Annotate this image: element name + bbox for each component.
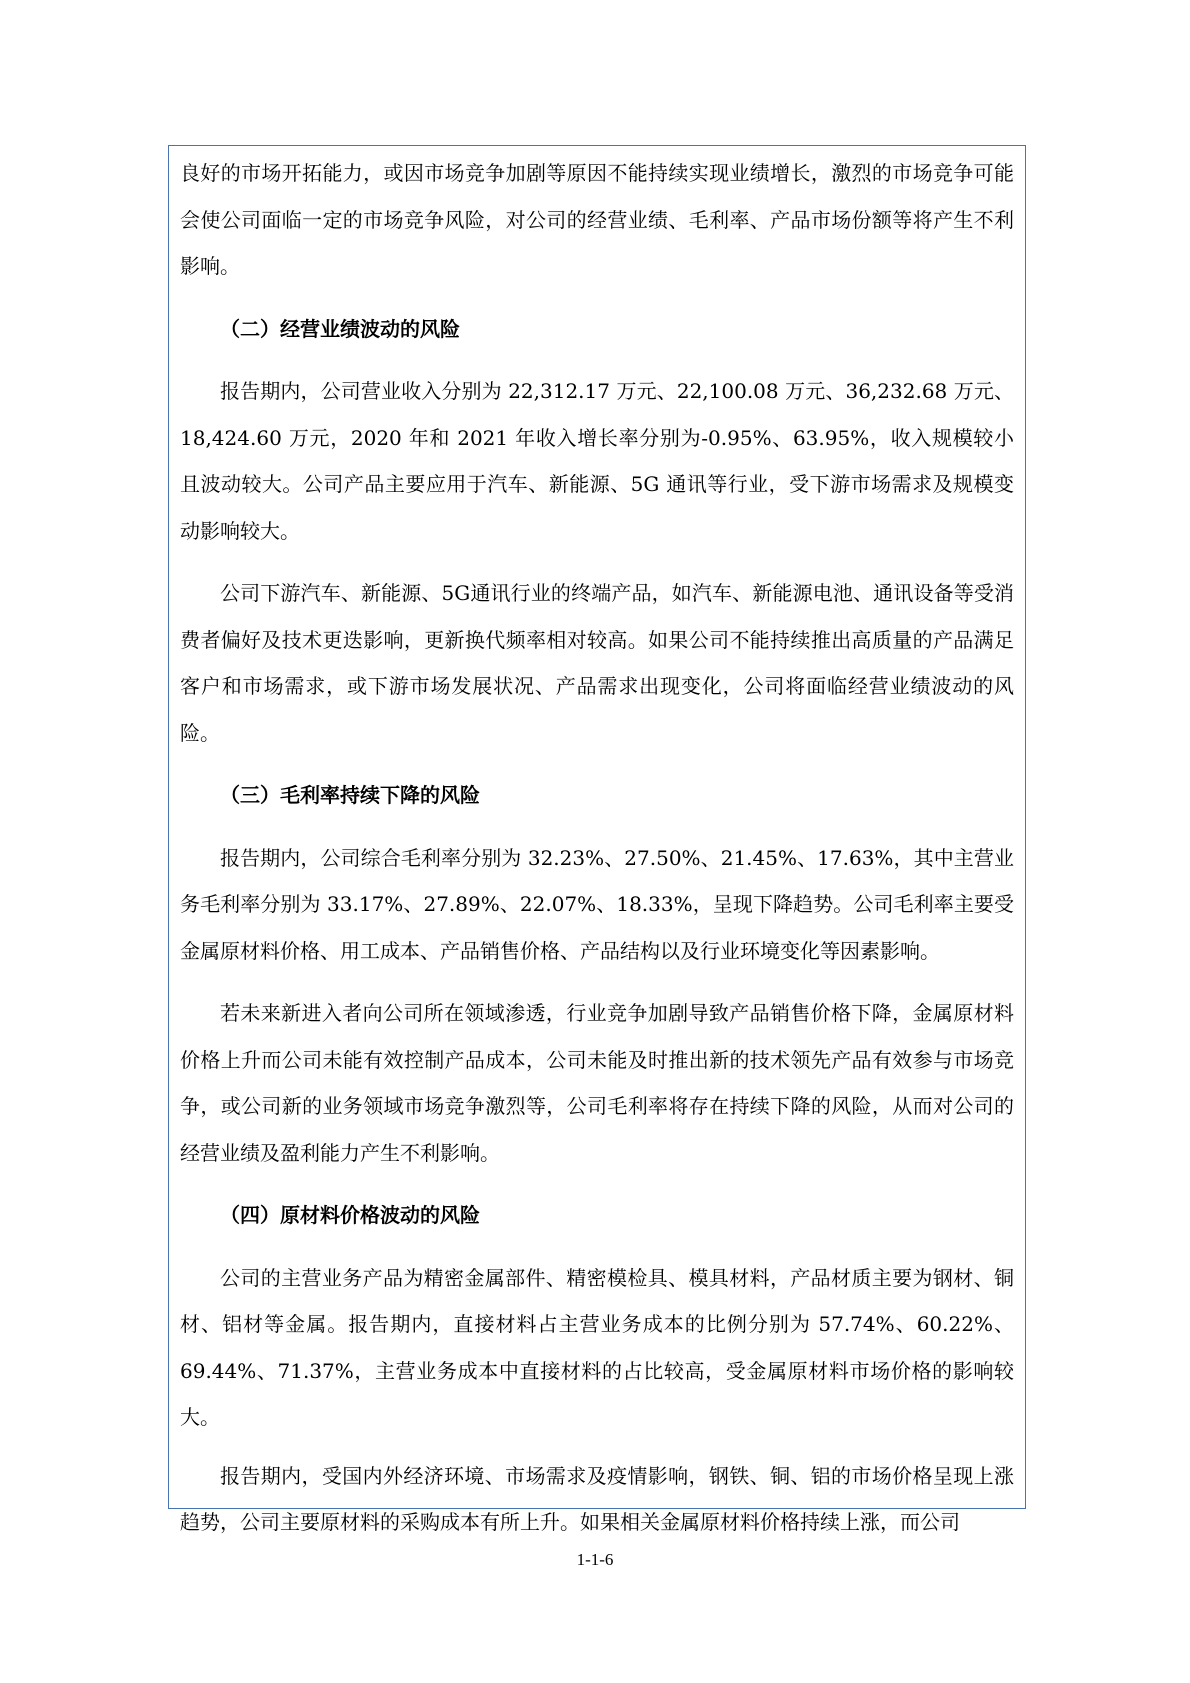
content-frame xyxy=(168,145,1026,1534)
paragraph-raw-material-prices: 报告期内，受国内外经济环境、市场需求及疫情影响，钢铁、铜、铝的市场价格呈现上涨趋势，公司主要原材料的采购成本有所上升。如果相关金属原材料价格持续上涨，而公司 xyxy=(180,1463,1014,1534)
paragraph-gross-margin: 报告期内，公司综合毛利率分别为 32.23%、27.50%、21.45%、17.63%，其中主营业务毛利率分别为 33.17%、27.89%、22.07%、18.33%，呈现下降趋势。公司毛利率主要受金属原材料价格、用工成本、产品销售价格、产品结构以及行业环境变化等因素影响。 xyxy=(180,845,1014,963)
paragraph-market-competition-continued: 良好的市场开拓能力，或因市场竞争加剧等原因不能持续实现业绩增长，激烈的市场竞争可能会使公司面临一定的市场竞争风险，对公司的经营业绩、毛利率、产品市场份额等将产生不利影响。 xyxy=(180,161,1014,278)
paragraph-downstream-industry: 公司下游汽车、新能源、5G通讯行业的终端产品，如汽车、新能源电池、通讯设备等受消费者偏好及技术更迭影响，更新换代频率相对较高。如果公司不能持续推出高质量的产品满足客户和市场需求，或下游市场发展状况、产品需求出现变化，公司将面临经营业绩波动的风险。 xyxy=(180,581,1014,745)
paragraph-revenue: 报告期内，公司营业收入分别为 22,312.17 万元、22,100.08 万元、36,232.68 万元、18,424.60 万元，2020 年和 2021 年收入增长率分别为-0.95%、63.95%，收入规模较小且波动较大。公司产品主要应用于汽车、新能源、5G 通讯等行业，受下游市场需求及规模变动影响较大。 xyxy=(180,379,1014,543)
paragraph-main-products: 公司的主营业务产品为精密金属部件、精密模检具、模具材料，产品材质主要为钢材、铜材、铝材等金属。报告期内，直接材料占主营业务成本的比例分别为 57.74%、60.22%、69.44%、71.37%，主营业务成本中直接材料的占比较高，受金属原材料市场价格的影响较大。 xyxy=(180,1265,1014,1429)
page-number: 1-1-6 xyxy=(576,1550,614,1569)
heading-gross-margin-risk: （三）毛利率持续下降的风险 xyxy=(220,783,480,807)
paragraph-new-entrants: 若未来新进入者向公司所在领域渗透，行业竞争加剧导致产品销售价格下降，金属原材料价格上升而公司未能有效控制产品成本，公司未能及时推出新的技术领先产品有效参与市场竞争，或公司新的业务领域市场竞争激烈等，公司毛利率将存在持续下降的风险，从而对公司的经营业绩及盈利能力产生不利影响。 xyxy=(180,1001,1014,1165)
heading-performance-fluctuation-risk: （二）经营业绩波动的风险 xyxy=(220,316,460,341)
heading-raw-material-risk: （四）原材料价格波动的风险 xyxy=(220,1203,480,1227)
